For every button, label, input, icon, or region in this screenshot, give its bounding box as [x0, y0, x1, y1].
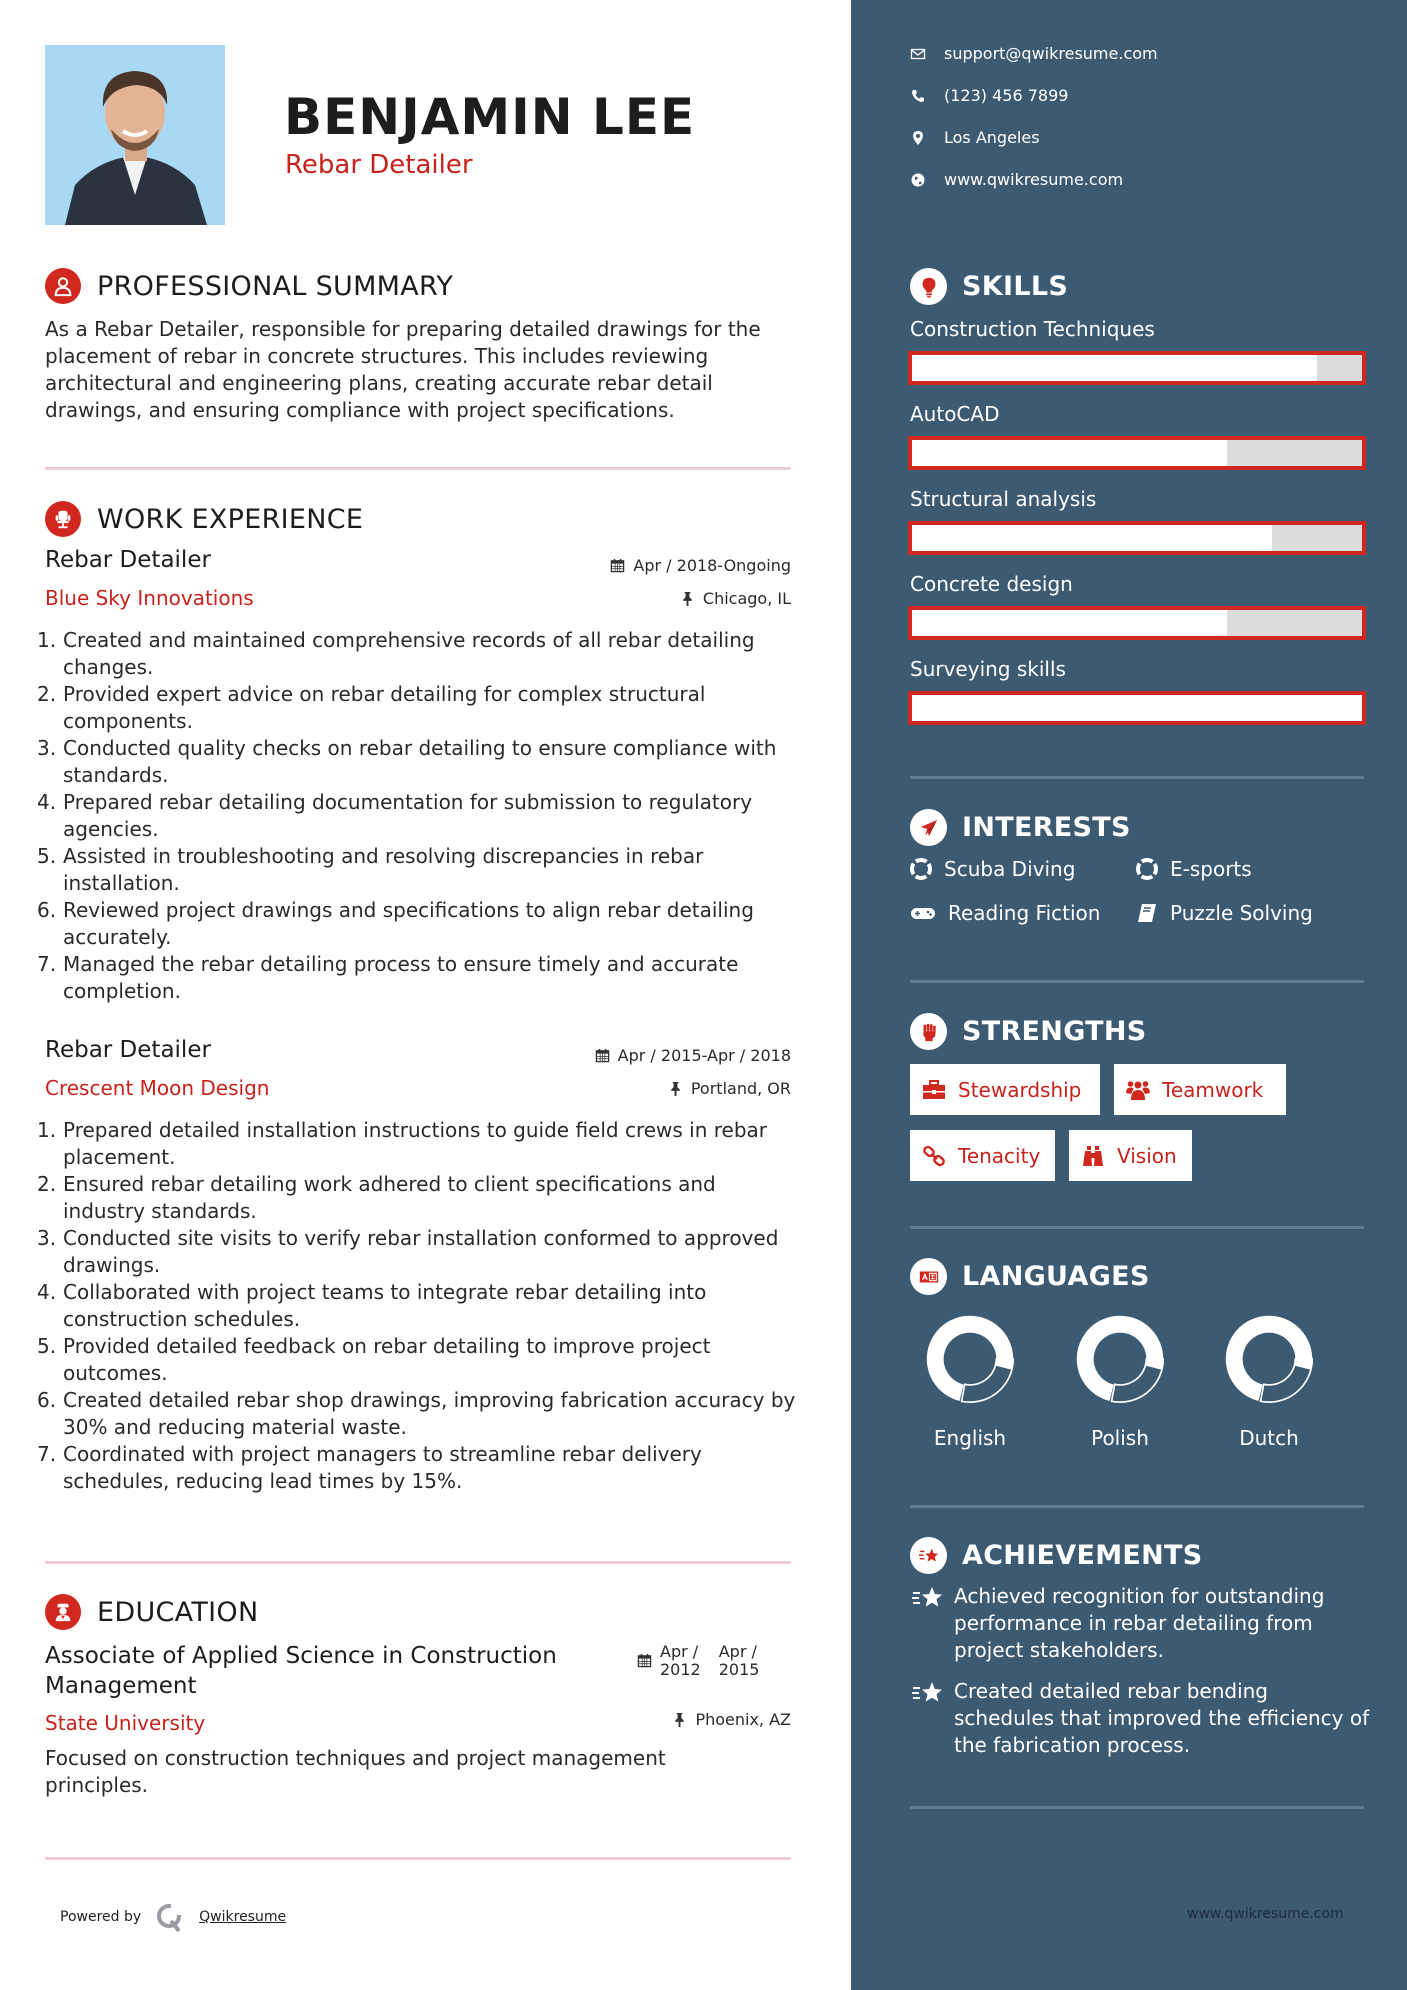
job-2-dates — [595, 1046, 791, 1065]
strength-chip: Teamwork — [1114, 1064, 1286, 1115]
skill-bar-fill — [912, 695, 1362, 721]
interest-item: Reading Fiction — [910, 901, 1100, 925]
skill-bar — [908, 351, 1366, 385]
calendar-icon — [637, 1653, 652, 1668]
interest-item: Scuba Diving — [910, 857, 1075, 881]
section-divider — [45, 1561, 791, 1564]
education-start-date: Apr / 2012 — [660, 1642, 701, 1679]
summary-title: PROFESSIONAL SUMMARY — [97, 270, 454, 302]
duty-item: 3. Conducted quality checks on rebar detailing to ensure compliance with standards. — [37, 736, 777, 787]
skill-bar — [908, 521, 1366, 555]
language-item — [1209, 1312, 1329, 1450]
skills-title: SKILLS — [962, 271, 1069, 302]
duty-item: 5. Assisted in troubleshooting and resolving discrepancies in rebar installation. — [37, 844, 704, 895]
user-icon — [45, 268, 81, 304]
strength-chip: Stewardship — [910, 1064, 1100, 1115]
duty-item: 6. Reviewed project drawings and specifications to align rebar detailing accurately. — [37, 898, 754, 949]
job-1-location — [680, 589, 791, 608]
duty-item: 2. Ensured rebar detailing work adhered to client specifications and industry standards. — [37, 1172, 716, 1223]
job-2-dates-text: Apr / 2015-Apr / 2018 — [617, 1046, 791, 1065]
contact-website — [910, 170, 1123, 189]
experience-title: WORK EXPERIENCE — [97, 503, 364, 535]
paper-plane-icon — [910, 809, 947, 846]
powered-by-label: Powered by — [60, 1909, 142, 1925]
education-title: EDUCATION — [97, 1596, 259, 1628]
skill-label: AutoCAD — [910, 402, 1000, 426]
summary-text: As a Rebar Detailer, responsible for preparing detailed drawings for the placement of rebar in concrete structures. This includes reviewing architectural and engineering plans, creating accurate rebar detail drawings, and ensuring compliance with project specifications. — [45, 317, 761, 422]
shooting-star-icon — [910, 1537, 947, 1574]
duty-item: 7. Managed the rebar detailing process to ensure timely and accurate completion. — [37, 952, 739, 1003]
language-item — [1060, 1312, 1180, 1450]
shooting-star-icon — [910, 1679, 944, 1707]
contact-email — [910, 44, 1158, 63]
contact-location — [910, 128, 1040, 147]
globe-icon — [910, 172, 926, 188]
duty-item: 7. Coordinated with project managers to streamline rebar delivery schedules, reducing lead times by 15%. — [37, 1442, 702, 1493]
skill-bar — [908, 606, 1366, 640]
job-2-company: Crescent Moon Design — [45, 1076, 270, 1100]
education-location-text: Phoenix, AZ — [695, 1710, 791, 1729]
fist-icon — [910, 1013, 947, 1050]
sidebar-divider — [910, 1806, 1364, 1809]
duty-item: 2. Provided expert advice on rebar detailing for complex structural components. — [37, 682, 706, 733]
education-heading — [45, 1594, 258, 1630]
degree-line-1: Associate of Applied Science in Construction — [45, 1643, 557, 1669]
skill-label: Structural analysis — [910, 487, 1097, 511]
powered-by — [60, 1901, 286, 1933]
achievements-title: ACHIEVEMENTS — [962, 1540, 1203, 1571]
achievement-item — [910, 1678, 1370, 1759]
skill-label: Surveying skills — [910, 657, 1066, 681]
sidebar-divider — [910, 1226, 1364, 1229]
calendar-icon — [595, 1048, 610, 1063]
education-description: Focused on construction techniques and project management principles. — [45, 1746, 666, 1797]
experience-heading — [45, 501, 363, 537]
job-1-duties — [37, 627, 797, 1005]
language-donut-chart — [1222, 1312, 1316, 1406]
website-text: www.qwikresume.com — [944, 170, 1124, 189]
office-chair-icon — [45, 501, 81, 537]
job-1-location-text: Chicago, IL — [702, 589, 791, 608]
location-text: Los Angeles — [944, 128, 1040, 147]
duty-item: 5. Provided detailed feedback on rebar detailing to improve project outcomes. — [37, 1334, 711, 1385]
interest-item: E-sports — [1136, 857, 1252, 881]
pushpin-icon — [672, 1712, 687, 1727]
languages-heading — [910, 1258, 1150, 1295]
life-ring-icon — [1136, 858, 1158, 880]
job-1-dates-text: Apr / 2018-Ongoing — [633, 556, 791, 575]
skill-bar-fill — [912, 440, 1227, 466]
briefcase-icon — [922, 1079, 946, 1101]
profile-photo — [45, 45, 225, 225]
link-icon — [922, 1145, 946, 1167]
job-1-title: Rebar Detailer — [45, 547, 211, 573]
candidate-name: BENJAMIN LEE — [284, 88, 696, 146]
sidebar-divider — [910, 776, 1364, 779]
job-2-title: Rebar Detailer — [45, 1037, 211, 1063]
education-dates — [637, 1643, 759, 1679]
qwikresume-logo-icon — [155, 1901, 185, 1933]
achievement-text: Created detailed rebar bending schedules that improved the efficiency of the fabrication process. — [954, 1679, 1370, 1757]
footer-url[interactable]: www.qwikresume.com — [1187, 1906, 1344, 1922]
school-name: State University — [45, 1711, 206, 1735]
duty-item: 1. Created and maintained comprehensive records of all rebar detailing changes. — [37, 628, 755, 679]
phone-icon — [910, 88, 926, 104]
portrait-image — [45, 45, 225, 225]
job-1-dates — [610, 556, 791, 575]
strengths-heading — [910, 1013, 1147, 1050]
languages-title: LANGUAGES — [962, 1261, 1150, 1292]
pushpin-icon — [668, 1081, 683, 1096]
language-item — [910, 1312, 1030, 1450]
job-2-duties — [37, 1117, 797, 1495]
interests-title: INTERESTS — [962, 812, 1131, 843]
duty-item: 6. Created detailed rebar shop drawings, improving fabrication accuracy by 30% and reducing material waste. — [37, 1388, 796, 1439]
calendar-icon — [610, 558, 625, 573]
education-end-date: Apr / 2015 — [718, 1642, 760, 1679]
interests-heading — [910, 809, 1131, 846]
skill-bar-fill — [912, 355, 1317, 381]
skill-bar — [908, 691, 1366, 725]
contact-phone — [910, 86, 1068, 105]
graduate-icon — [45, 1594, 81, 1630]
gamepad-icon — [910, 902, 936, 924]
duty-item: 4. Prepared rebar detailing documentation for submission to regulatory agencies. — [37, 790, 753, 841]
skill-label: Construction Techniques — [910, 317, 1155, 341]
lightbulb-icon — [910, 268, 947, 305]
envelope-icon — [910, 46, 926, 62]
skills-heading — [910, 268, 1068, 305]
language-label: Polish — [1091, 1426, 1149, 1450]
duty-item: 1. Prepared detailed installation instructions to guide field crews in rebar placement. — [37, 1118, 768, 1169]
job-2-location-text: Portland, OR — [690, 1079, 791, 1098]
qwikresume-link[interactable]: Qwikresume — [199, 1909, 287, 1925]
degree-line-2: Management — [45, 1673, 197, 1699]
education-location — [672, 1710, 791, 1729]
strength-chip: Vision — [1069, 1130, 1192, 1181]
sidebar-divider — [910, 980, 1364, 983]
language-label: English — [933, 1426, 1007, 1450]
job-2-location — [668, 1079, 791, 1098]
interest-item: Puzzle Solving — [1136, 901, 1313, 925]
duty-item: 3. Conducted site visits to verify rebar installation conformed to approved drawings. — [37, 1226, 779, 1277]
phone-text: (123) 456 7899 — [944, 86, 1069, 105]
summary-heading — [45, 268, 453, 304]
language-donut-chart — [923, 1312, 1017, 1406]
achievement-text: Achieved recognition for outstanding performance in rebar detailing from project stakeholders. — [954, 1584, 1325, 1662]
strength-chip: Tenacity — [910, 1130, 1055, 1181]
book-icon — [1136, 902, 1158, 924]
map-marker-icon — [910, 130, 926, 146]
language-label: Dutch — [1239, 1426, 1299, 1450]
life-ring-icon — [910, 858, 932, 880]
skill-bar — [908, 436, 1366, 470]
binoculars-icon — [1081, 1145, 1105, 1167]
section-divider — [45, 1857, 791, 1860]
email-text: support@qwikresume.com — [944, 44, 1158, 63]
degree-title — [45, 1641, 625, 1701]
language-donut-chart — [1073, 1312, 1167, 1406]
achievements-heading — [910, 1537, 1203, 1574]
strengths-title: STRENGTHS — [962, 1016, 1147, 1047]
skill-label: Concrete design — [910, 572, 1073, 596]
shooting-star-icon — [910, 1584, 944, 1612]
duty-item: 4. Collaborated with project teams to integrate rebar detailing into construction schedules. — [37, 1280, 707, 1331]
skill-bar-fill — [912, 525, 1272, 551]
skill-bar-fill — [912, 610, 1227, 636]
candidate-title: Rebar Detailer — [285, 150, 473, 180]
achievement-item — [910, 1583, 1370, 1664]
job-1-company: Blue Sky Innovations — [45, 586, 254, 610]
section-divider — [45, 467, 791, 470]
pushpin-icon — [680, 591, 695, 606]
users-icon — [1126, 1079, 1150, 1101]
sidebar-divider — [910, 1505, 1364, 1508]
translate-icon — [910, 1258, 947, 1295]
